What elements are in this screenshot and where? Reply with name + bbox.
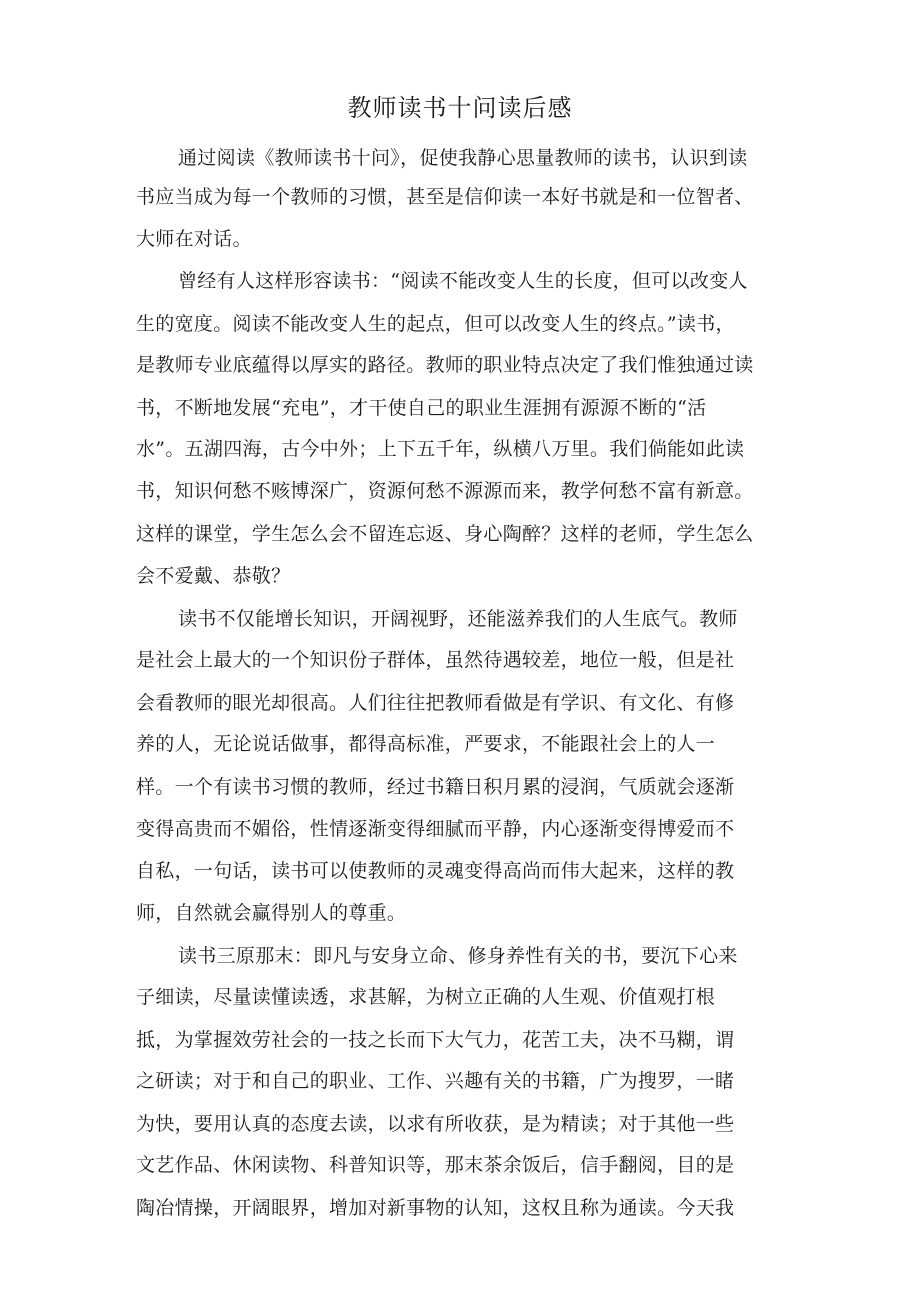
body-line: 是社会上最大的一个知识份子群体，虽然待遇较差，地位一般，但是社 bbox=[136, 649, 735, 671]
body-line: 师，自然就会赢得别人的尊重。 bbox=[136, 902, 407, 924]
body-line: 陶冶情操，开阔眼界，增加对新事物的认知，这权且称为通读。今天我 bbox=[136, 1197, 735, 1219]
body-line: 为快，要用认真的态度去读，以求有所收获，是为精读；对于其他一些 bbox=[136, 1113, 735, 1135]
body-line: 是教师专业底蕴得以厚实的路径。教师的职业特点决定了我们惟独通过读 bbox=[136, 354, 754, 376]
body-line: 之研读；对于和自己的职业、工作、兴趣有关的书籍，广为搜罗，一睹 bbox=[136, 1070, 735, 1092]
body-line: 抵，为掌握效劳社会的一技之长而下大气力，花苦工夫，决不马糊，谓 bbox=[136, 1029, 735, 1051]
body-line: 读书三原那末：即凡与安身立命、修身养性有关的书，要沉下心来 bbox=[178, 945, 738, 967]
body-line: 养的人，无论说话做事，都得高标准，严要求，不能跟社会上的人一 bbox=[136, 733, 716, 755]
body-line: 通过阅读《教师读书十问》，促使我静心思量教师的读书，认识到读 bbox=[178, 147, 748, 169]
document-title: 教师读书十问读后感 bbox=[347, 94, 573, 122]
body-line: 大师在对话。 bbox=[136, 228, 252, 250]
body-line: 文艺作品、休闲读物、科普知识等，那末茶余饭后，信手翻阅，目的是 bbox=[136, 1154, 735, 1176]
body-line: 生的宽度。阅读不能改变人生的起点，但可以改变人生的终点。”读书， bbox=[136, 313, 735, 335]
body-line: 书，不断地发展“充电”，才干使自己的职业生涯拥有源源不断的“活 bbox=[136, 397, 707, 419]
body-line: 书应当成为每一个教师的习惯，甚至是信仰读一本好书就是和一位智者、 bbox=[136, 186, 754, 208]
body-line: 样。一个有读书习惯的教师，经过书籍日积月累的浸润，气质就会逐渐 bbox=[136, 776, 735, 798]
body-line: 曾经有人这样形容读书：“阅读不能改变人生的长度，但可以改变人 bbox=[178, 270, 748, 292]
body-line: 自私，一句话，读书可以使教师的灵魂变得高尚而伟大起来，这样的教 bbox=[136, 860, 735, 882]
body-line: 会不爱戴、恭敬？ bbox=[136, 565, 291, 587]
body-line: 水”。五湖四海，古今中外；上下五千年，纵横八万里。我们倘能如此读 bbox=[136, 438, 745, 460]
body-line: 变得高贵而不媚俗，性情逐渐变得细腻而平静，内心逐渐变得博爱而不 bbox=[136, 818, 735, 840]
body-line: 会看教师的眼光却很高。人们往往把教师看做是有学识、有文化、有修 bbox=[136, 692, 735, 714]
body-line: 读书不仅能增长知识，开阔视野，还能滋养我们的人生底气。教师 bbox=[178, 608, 738, 630]
body-line: 这样的课堂，学生怎么会不留连忘返、身心陶醉？这样的老师，学生怎么 bbox=[136, 523, 754, 545]
body-line: 子细读，尽量读懂读透，求甚解，为树立正确的人生观、价值观打根 bbox=[136, 986, 716, 1008]
body-line: 书，知识何愁不赅博深广，资源何愁不源源而来，教学何愁不富有新意。 bbox=[136, 480, 754, 502]
